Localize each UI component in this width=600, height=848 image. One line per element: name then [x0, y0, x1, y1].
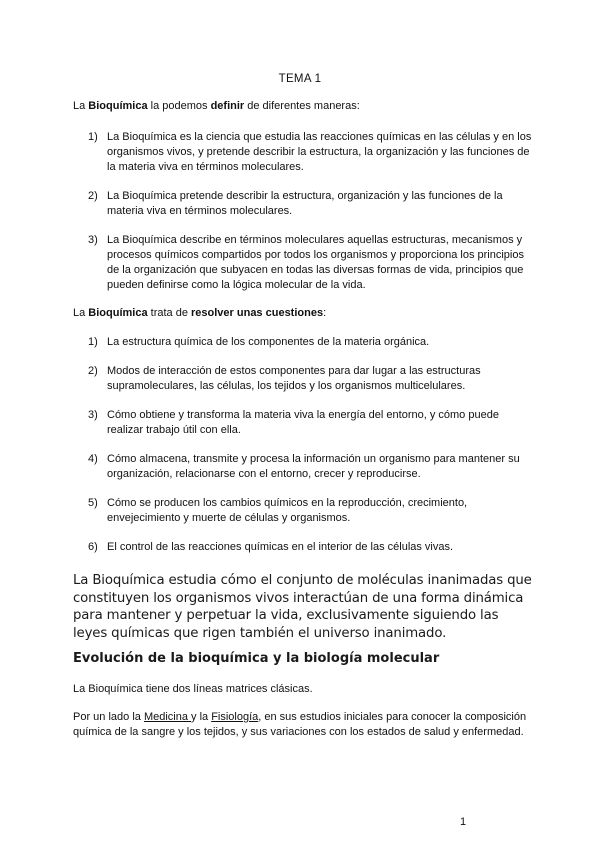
paragraph-text: y la	[191, 711, 212, 723]
medicina-paragraph	[73, 710, 535, 740]
intro-text: trata de	[147, 307, 192, 319]
list-number: 2)	[88, 365, 98, 377]
list-item	[88, 233, 538, 293]
lineas-paragraph: La Bioquímica tiene dos líneas matrices clásicas.	[73, 683, 313, 695]
definitions-list	[88, 130, 538, 293]
list-item-text: Cómo almacena, transmite y procesa la información un organismo para mantener su organización, relacionarse con el entorno, crecer y reproducirse.	[107, 453, 520, 480]
list-number: 4)	[88, 453, 98, 465]
intro-text: La	[73, 307, 89, 319]
summary-paragraph: La Bioquímica estudia cómo el conjunto de moléculas inanimadas que constituyen los organismos vivos interactúan de una forma dinámica para mantener y perpetuar la vida, exclusivamente siguiendo las leyes químicas que rigen también el universo inanimado.	[73, 573, 532, 641]
list-item-text: Cómo obtiene y transforma la materia viva la energía del entorno, y cómo puede realizar trabajo útil con ella.	[107, 409, 499, 436]
list-item-text: Modos de interacción de estos componentes para dar lugar a las estructuras supramoleculares, las células, los tejidos y los organismos multicelulares.	[107, 365, 481, 392]
list-number: 3)	[88, 234, 98, 246]
list-item-text: Cómo se producen los cambios químicos en la reproducción, crecimiento, envejecimiento y muerte de células y organismos.	[107, 497, 468, 524]
underlined-term-fisiologia: Fisiología	[211, 711, 259, 723]
bold-term-resolver: resolver unas cuestiones	[191, 307, 324, 319]
list-item	[88, 496, 538, 526]
section-heading: Evolución de la bioquímica y la biología molecular	[73, 651, 440, 666]
list-item	[88, 130, 538, 175]
paragraph-text: , en sus estudios iniciales para conocer la composición química de la sangre y los tejidos, y sus variaciones con los estados de salud y enfermedad.	[73, 711, 527, 738]
list-item-text: La Bioquímica es la ciencia que estudia las reacciones químicas en las células y en los organismos vivos, y pretende describir la estructura, la organización y las funciones de la materia viva en términos moleculares.	[107, 131, 532, 173]
list-number: 6)	[88, 541, 98, 553]
list-number: 2)	[88, 190, 98, 202]
list-number: 3)	[88, 409, 98, 421]
intro-text: La	[73, 100, 89, 112]
intro-definition-paragraph	[73, 99, 533, 114]
list-item-text: El control de las reacciones químicas en el interior de las células vivas.	[107, 541, 454, 553]
list-number: 1)	[88, 336, 98, 348]
bold-term-bioquimica: Bioquímica	[88, 100, 148, 112]
list-number: 1)	[88, 131, 98, 143]
bold-term-definir: definir	[210, 100, 245, 112]
bold-term-bioquimica: Bioquímica	[88, 307, 148, 319]
intro-questions-paragraph	[73, 306, 533, 321]
list-item-text: La Bioquímica describe en términos moleculares aquellas estructuras, mecanismos y procesos químicos compartidos por todos los organismos y proporciona los principios de la organización que subyacen en todas las diversas formas de vida, principios que pueden definirse como la lógica molecular de la vida.	[107, 234, 524, 291]
underlined-term-medicina: Medicina	[143, 711, 192, 723]
list-item	[88, 540, 538, 555]
intro-text: de diferentes maneras:	[244, 100, 360, 112]
list-item	[88, 364, 538, 394]
paragraph-text: Por un lado la	[73, 711, 144, 723]
questions-list	[88, 335, 538, 555]
list-item-text: La Bioquímica pretende describir la estructura, organización y las funciones de la materia viva en términos moleculares.	[107, 190, 503, 217]
intro-text: la podemos	[147, 100, 211, 112]
intro-text: :	[323, 307, 327, 319]
list-item	[88, 335, 538, 350]
topic-title: TEMA 1	[278, 73, 322, 85]
list-number: 5)	[88, 497, 98, 509]
list-item	[88, 452, 538, 482]
list-item	[88, 408, 538, 438]
page-number: 1	[460, 816, 467, 828]
list-item	[88, 189, 538, 219]
list-item-text: La estructura química de los componentes de la materia orgánica.	[107, 336, 430, 348]
